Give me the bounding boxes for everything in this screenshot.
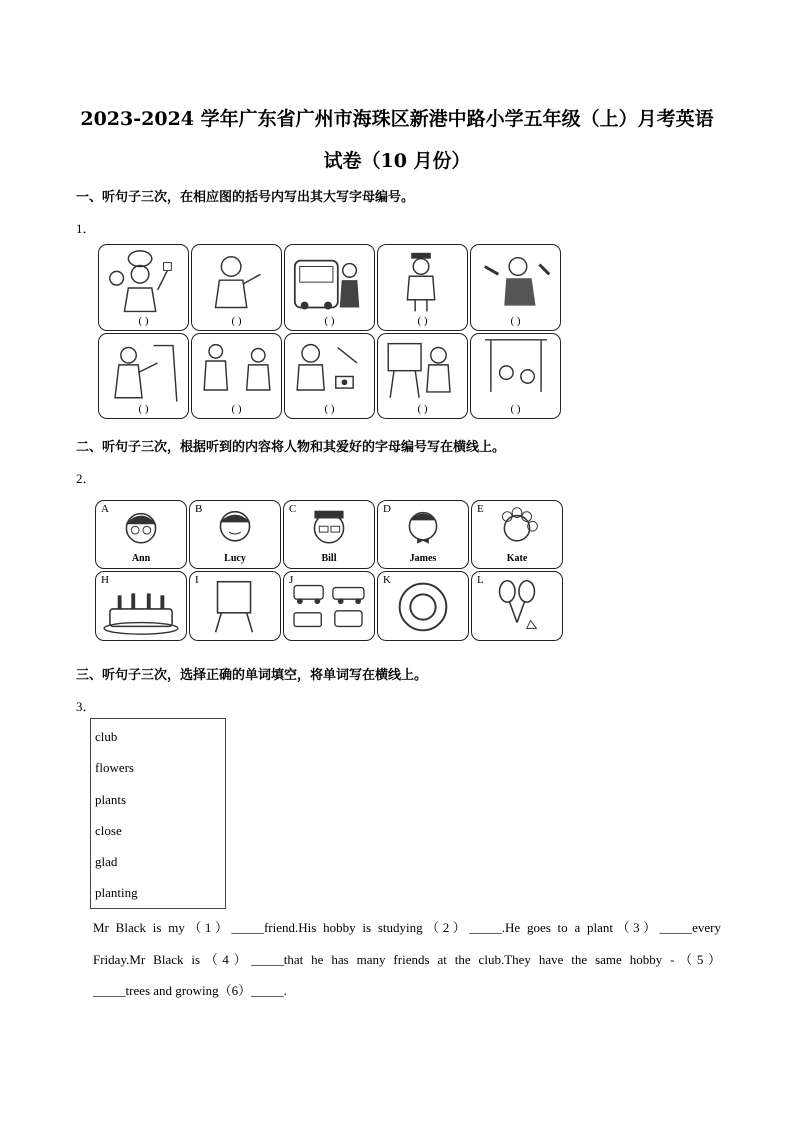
word-bank-item: glad <box>95 854 118 869</box>
q2-cell-a-ann: A Ann <box>95 500 187 569</box>
q2-cell-b-lucy: B Lucy <box>189 500 281 569</box>
q2-cell-c-bill: C Bill <box>283 500 375 569</box>
q1-cell-swing-children: ( ) <box>470 333 561 419</box>
q1-cell-bus-driver: ( ) <box>284 244 375 331</box>
passage-line-1: Mr Black is my（1）_____friend.His hobby is studying（2）_____.He goes to a plant（3）_____every <box>93 920 721 935</box>
toy-cars-icon <box>284 572 374 640</box>
swim-ring-icon <box>378 572 468 640</box>
q2-cell-e-kate: E Kate <box>471 500 563 569</box>
q1-cell-artist-easel: ( ) <box>377 333 468 419</box>
word-bank-item: planting <box>95 885 138 900</box>
word-bank-item: plants <box>95 792 127 807</box>
question-1-number: 1． <box>76 221 96 236</box>
page-title: 2023-2024 学年广东省广州市海珠区新港中路小学五年级（上）月考英语 <box>80 108 714 130</box>
q1-cell-mechanic: ( ) <box>470 244 561 331</box>
easel-icon <box>190 572 280 640</box>
question-3-number: 3． <box>76 699 96 714</box>
question-2-number: 2． <box>76 471 96 486</box>
cake-icon <box>96 572 186 640</box>
passage-line-2: Friday.Mr Black is（4）_____that he has many friends at the club.They have the same hobby -（5） <box>93 952 721 967</box>
q1-cell-chef: ( ) <box>98 244 189 331</box>
q2-cell-d-james: D James <box>377 500 469 569</box>
word-bank-item: club <box>95 729 118 744</box>
section-3-heading: 三、听句子三次，选择正确的单词填空，将单词写在横线上。 <box>76 668 428 683</box>
q2-cell-j-toy-cars: J <box>283 571 375 641</box>
word-bank-item: close <box>95 823 122 838</box>
question-1-picture-grid <box>98 244 561 419</box>
q1-cell-teacher: ( ) <box>191 244 282 331</box>
page-title-continued: 试卷（10 月份） <box>323 150 471 172</box>
question-2-picture-grid <box>95 500 563 641</box>
badminton-icon <box>472 572 562 640</box>
q1-cell-doctor-patient: ( ) <box>191 333 282 419</box>
q2-cell-k-swim-ring: K <box>377 571 469 641</box>
word-bank <box>90 718 226 909</box>
section-2-heading: 二、听句子三次，根据听到的内容将人物和其爱好的字母编号写在横线上。 <box>76 440 506 455</box>
passage-line-3: _____trees and growing（6）_____. <box>93 983 287 998</box>
q1-cell-photographer: ( ) <box>284 333 375 419</box>
q2-cell-i-easel: I <box>189 571 281 641</box>
q1-cell-police-officer: ( ) <box>377 244 468 331</box>
q1-cell-painter: ( ) <box>98 333 189 419</box>
q2-cell-l-badminton: L <box>471 571 563 641</box>
word-bank-item: flowers <box>95 760 134 775</box>
q2-cell-h-cake: H <box>95 571 187 641</box>
section-1-heading: 一、听句子三次，在相应图的括号内写出其大写字母编号。 <box>76 190 415 205</box>
